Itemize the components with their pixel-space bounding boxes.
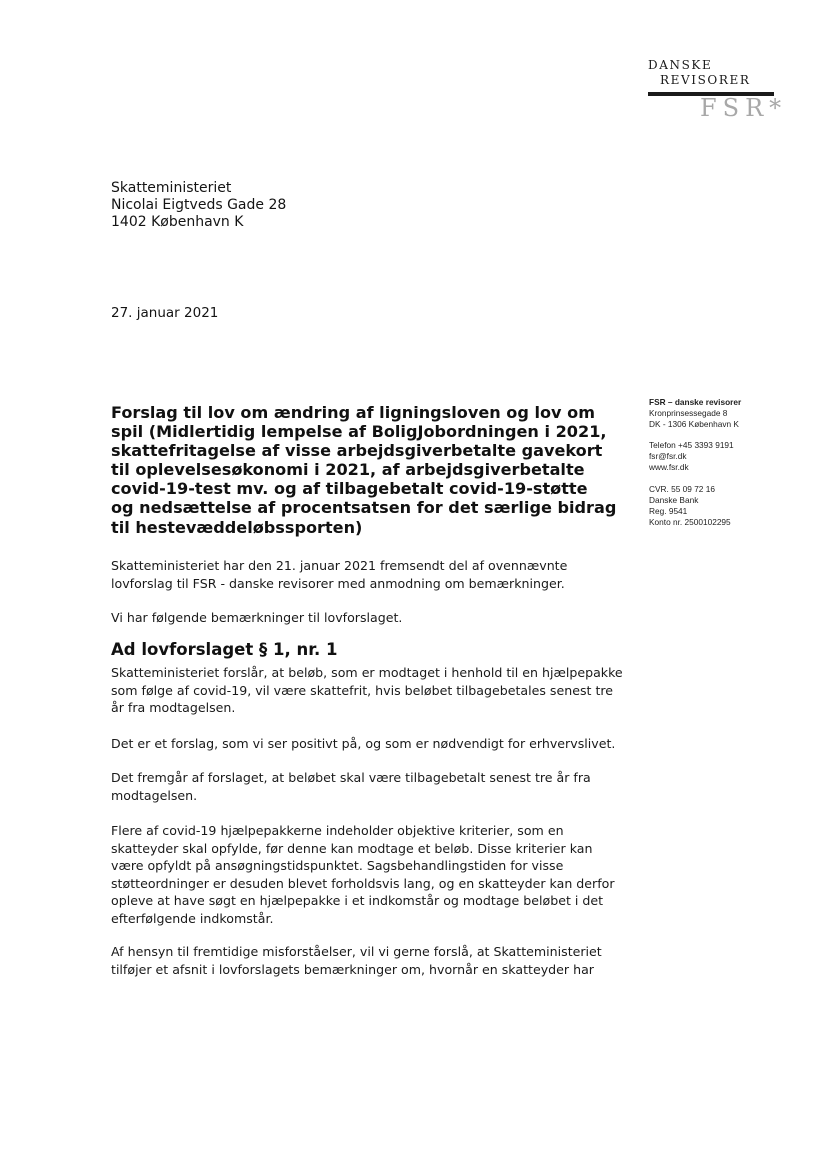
text-line: Flere af covid-19 hjælpepakkerne indeholder objektive kriterier, som en <box>111 823 564 838</box>
text-line: opleve at have søgt en hjælpepakke i et indkomstår og modtage beløbet i det <box>111 893 604 909</box>
text-line: skatteyder skal opfylde, før denne kan modtage et beløb. Disse kriterier kan <box>111 840 593 856</box>
title-line: til oplevelsesøkonomi i 2021, af arbejdsgiverbetalte <box>111 460 585 480</box>
title-line: covid-19-test mv. og af tilbagebetalt covid-19-støtte <box>111 479 588 499</box>
text-line: Vi har følgende bemærkninger til lovforslaget. <box>111 610 403 625</box>
recipient-name: Skatteministeriet <box>111 180 232 196</box>
sender-account: Konto nr. 2500102295 <box>649 517 731 527</box>
body-paragraph-4 <box>111 822 631 928</box>
text-line: Det fremgår af forslaget, at beløbet skal være tilbagebetalt senest tre år fra <box>111 770 591 785</box>
sender-city: DK - 1306 København K <box>649 419 739 429</box>
title-line: skattefritagelse af visse arbejdsgiverbetalte gavekort <box>111 441 603 461</box>
text-line: Skatteministeriet har den 21. januar 2021 fremsendt del af ovennævnte <box>111 558 568 573</box>
title-line: Forslag til lov om ændring af ligningsloven og lov om <box>111 403 595 422</box>
intro-paragraph-2 <box>111 609 631 627</box>
sender-web: www.fsr.dk <box>649 462 689 472</box>
title-line: til hestevæddeløbssporten) <box>111 517 363 537</box>
recipient-city: 1402 København K <box>111 214 244 230</box>
body-paragraph-2 <box>111 735 631 753</box>
logo-text-revisorer: REVISORER <box>660 73 751 87</box>
sender-reg: Reg. 9541 <box>649 506 688 516</box>
text-line: støtteordninger er desuden blevet forholdsvis lang, og en skatteyder kan derfor <box>111 875 615 891</box>
text-line: Skatteministeriet forslår, at beløb, som er modtaget i henhold til en hjælpepakke <box>111 665 623 680</box>
text-line: være opfyldt på ansøgningstidspunktet. Sagsbehandlingstiden for visse <box>111 858 564 874</box>
text-line: tilføjer et afsnit i lovforslagets bemærkninger om, hvornår en skatteyder har <box>111 961 594 977</box>
text-line: efterfølgende indkomstår. <box>111 910 274 926</box>
body-paragraph-5 <box>111 943 631 978</box>
sender-street: Kronprinsessegade 8 <box>649 408 728 418</box>
body-paragraph-1 <box>111 664 631 717</box>
text-line: lovforslag til FSR - danske revisorer med anmodning om bemærkninger. <box>111 575 565 591</box>
fsr-logo-mark: FSR* <box>700 94 788 122</box>
title-line: og nedsættelse af procentsatsen for det særlige bidrag <box>111 498 617 518</box>
document-title <box>111 403 617 537</box>
sender-phone: Telefon +45 3393 9191 <box>649 440 734 450</box>
text-line: som følge af covid-19, vil være skattefrit, hvis beløbet tilbagebetales senest tre <box>111 682 614 698</box>
sender-name: FSR – danske revisorer <box>649 397 742 407</box>
recipient-street: Nicolai Eigtveds Gade 28 <box>111 197 287 213</box>
text-line: modtagelsen. <box>111 787 198 803</box>
title-line: spil (Midlertidig lempelse af BoligJobordningen i 2021, <box>111 422 607 442</box>
logo-text-danske: DANSKE <box>648 58 713 72</box>
text-line: år fra modtagelsen. <box>111 700 236 716</box>
body-paragraph-3 <box>111 769 631 804</box>
sender-email: fsr@fsr.dk <box>649 451 687 461</box>
letter-date: 27. januar 2021 <box>111 305 219 321</box>
intro-paragraph <box>111 557 631 592</box>
sender-bank: Danske Bank <box>649 495 699 505</box>
text-line: Af hensyn til fremtidige misforståelser, vil vi gerne forslå, at Skatteministeriet <box>111 944 602 959</box>
sender-cvr: CVR. 55 09 72 16 <box>649 484 715 494</box>
text-line: Det er et forslag, som vi ser positivt på, og som er nødvendigt for erhvervslivet. <box>111 736 616 751</box>
section-heading: Ad lovforslaget § 1, nr. 1 <box>111 640 338 659</box>
